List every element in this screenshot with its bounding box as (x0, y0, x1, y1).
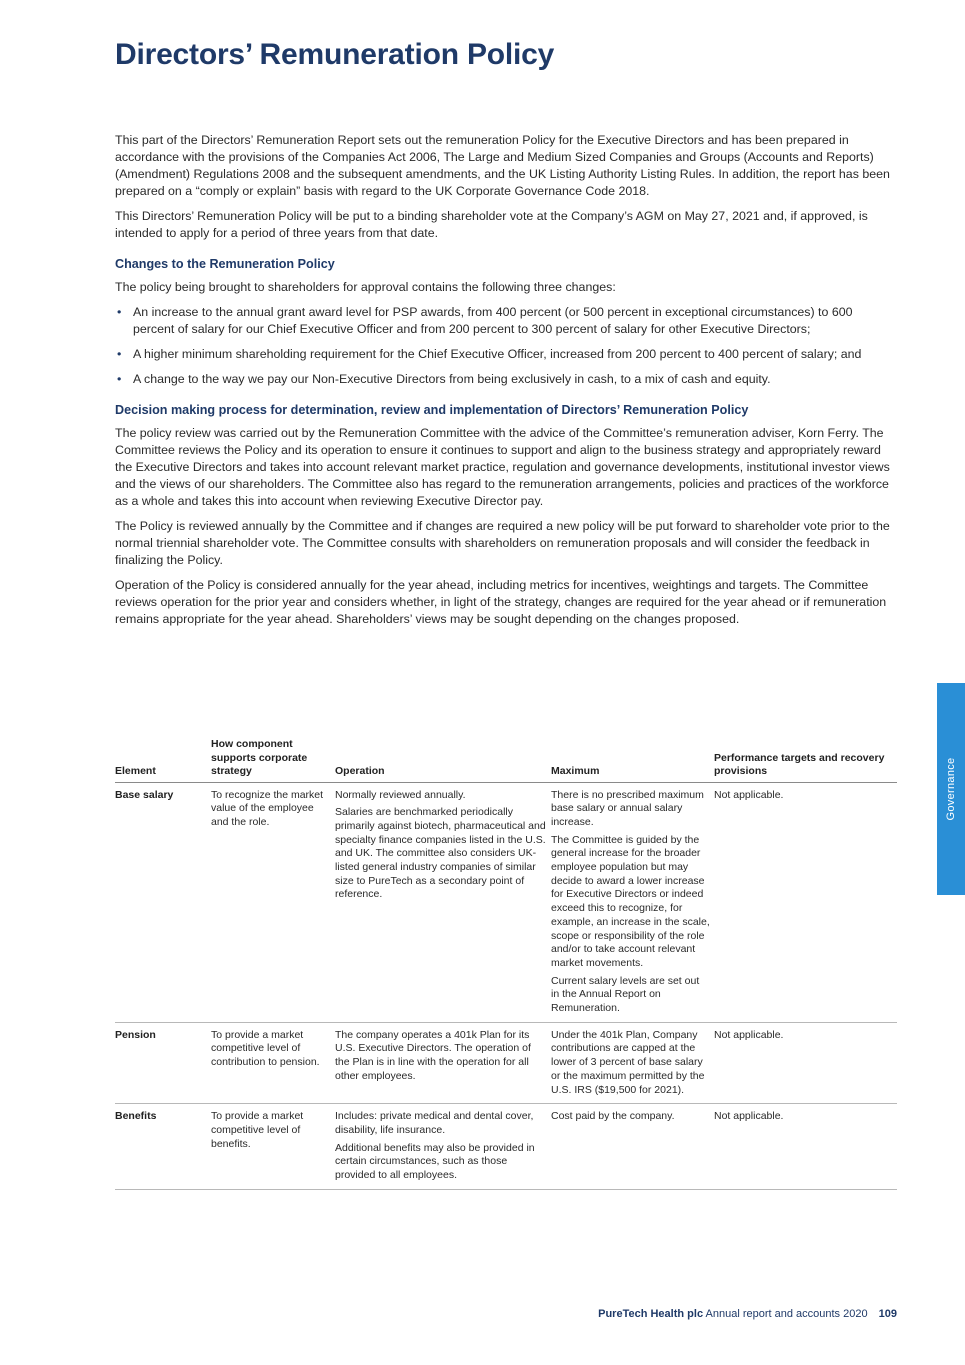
page-footer (598, 1308, 897, 1320)
cell-paragraph: Current salary levels are set out in the Annual Report on Remuneration. (551, 974, 700, 1015)
cell-paragraph: Normally reviewed annually. (335, 788, 466, 801)
changes-list (115, 304, 897, 388)
intro-paragraph: This part of the Directors’ Remuneration Report sets out the remuneration Policy for the Executive Directors and has been prepared in accordance with the provisions of the Companies Act 2006, The Large and Medium Sized Companies and Groups (Accounts and Reports) (Amendment) Regulations 2008 and the subsequent amendments, and the UK Listing Authority Listing Rules. In addition, the report has been prepared on a “comply or explain” basis with regard to the UK Corporate Governance Code 2018. (115, 133, 890, 198)
cell-paragraph: The Committee is guided by the general increase for the broader employee population but may decide to award a lower increase for Executive Directors or indeed exceed this to recognize, for example, an increase in the scale, scope or responsibility of the role and/or to take account relevant market movements. (551, 833, 710, 969)
cell-paragraph: The company operates a 401k Plan for its U.S. Executive Directors. The operation of the Plan is in line with the operation for all other employees. (335, 1028, 531, 1082)
row-performance: Not applicable. (714, 1104, 897, 1190)
footer-company: PureTech Health plc (598, 1308, 704, 1320)
row-operation (335, 1104, 551, 1190)
decision-paragraph: The policy review was carried out by the Remuneration Committee with the advice of the Committee’s remuneration adviser, Korn Ferry. The Committee reviews the Policy and its operation to ensure it continues to support and align to the business strategy and appropriately reward the Executive Directors and takes into account relevant market practice, regulation and governance developments, institutional investor views and the views of our shareholders. The Committee also has regard to the remuneration arrangements, policies and practices of the workforce as a whole and takes this into account when reviewing Executive Director pay. (115, 426, 890, 508)
cell-paragraph: There is no prescribed maximum base salary or annual salary increase. (551, 788, 704, 828)
intro-paragraph: This Directors’ Remuneration Policy will be put to a binding shareholder vote at the Company’s AGM on May 27, 2021 and, if approved, is intended to apply for a period of three years from that date. (115, 209, 868, 240)
row-maximum (551, 1104, 714, 1190)
remuneration-policy-table (115, 738, 897, 1190)
row-strategy: To recognize the market value of the employee and the role. (211, 782, 335, 1022)
column-header-operation: Operation (335, 738, 551, 782)
row-element: Pension (115, 1022, 211, 1104)
row-strategy: To provide a market competitive level of benefits. (211, 1104, 335, 1190)
cell-paragraph: Salaries are benchmarked periodically primarily against biotech, pharmaceutical and specialty finance companies listed in the U.S. and UK. The committee also considers UK-listed general industry companies of similar size to PureTech as a secondary point of reference. (335, 806, 546, 901)
row-operation (335, 782, 551, 1022)
table-row (115, 782, 897, 1022)
table-header-row (115, 738, 897, 782)
changes-lead: The policy being brought to shareholders for approval contains the following three changes: (115, 280, 616, 294)
column-header-strategy: How component supports corporate strategy (211, 738, 335, 782)
row-maximum (551, 782, 714, 1022)
cell-paragraph: Under the 401k Plan, Company contributions are capped at the lower of 3 percent of base salary or the maximum permitted by the U.S. IRS ($19,500 for 2021). (551, 1028, 705, 1096)
page-number: 109 (878, 1308, 897, 1320)
row-performance: Not applicable. (714, 782, 897, 1022)
row-performance: Not applicable. (714, 1022, 897, 1104)
footer-report: Annual report and accounts 2020 (705, 1308, 868, 1320)
cell-paragraph: Includes: private medical and dental cover, disability, life insurance. (335, 1110, 534, 1136)
column-header-maximum: Maximum (551, 738, 714, 782)
decision-paragraph: Operation of the Policy is considered annually for the year ahead, including metrics for incentives, weightings and targets. The Committee reviews operation for the prior year and considers whether, in light of the strategy, changes are required for the year ahead or if remuneration remains appropriate for the year ahead. Shareholders’ views may be sought depending on the changes proposed. (115, 578, 887, 626)
cell-paragraph: Cost paid by the company. (551, 1110, 675, 1123)
body-content (115, 132, 897, 636)
column-header-performance: Performance targets and recovery provisions (714, 738, 897, 782)
row-element: Benefits (115, 1104, 211, 1190)
list-item: • A higher minimum shareholding requirement for the Chief Executive Officer, increased from 200 percent to 400 percent of salary; and (115, 346, 897, 363)
decision-paragraph: The Policy is reviewed annually by the Committee and if changes are required a new policy will be put forward to shareholder vote prior to the normal triennial shareholder vote. The Committee consults with shareholders on remuneration proposals and will consider the feedback in finalizing the Policy. (115, 519, 890, 567)
changes-heading: Changes to the Remuneration Policy (115, 257, 335, 271)
list-item: • An increase to the annual grant award level for PSP awards, from 400 percent (or 500 percent in exceptional circumstances) to 600 percent of salary for our Chief Executive Officer and from 200 percent to 300 percent of salary for other Executive Directors; (115, 304, 897, 338)
page-title: Directors’ Remuneration Policy (115, 38, 555, 71)
row-operation (335, 1022, 551, 1104)
decision-heading: Decision making process for determination, review and implementation of Directors’ Remuneration Policy (115, 403, 749, 417)
row-element: Base salary (115, 782, 211, 1022)
row-strategy: To provide a market competitive level of contribution to pension. (211, 1022, 335, 1104)
table-row (115, 1104, 897, 1190)
row-maximum (551, 1022, 714, 1104)
side-tab-label: Governance (945, 757, 957, 821)
cell-paragraph: Additional benefits may also be provided in certain circumstances, such as those provided to all employees. (335, 1141, 535, 1182)
list-item: • A change to the way we pay our Non-Executive Directors from being exclusively in cash, to a mix of cash and equity. (115, 371, 897, 388)
column-header-element: Element (115, 738, 211, 782)
table-row (115, 1022, 897, 1104)
section-side-tab[interactable] (937, 683, 965, 895)
